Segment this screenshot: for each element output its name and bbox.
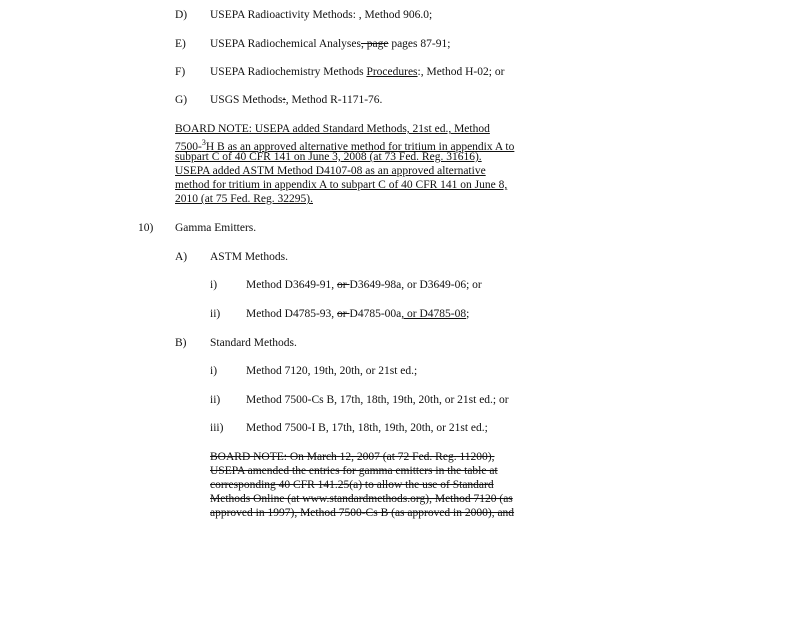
item-aii-text: Method D4785-93, or D4785-00a, or D4785-08;	[246, 308, 470, 320]
note1-line: BOARD NOTE: USEPA added Standard Methods, 21st ed., Method	[175, 123, 490, 135]
item-f-text: USEPA Radiochemistry Methods Procedures:, Method H-02; or	[210, 66, 505, 78]
item-aii-label: ii)	[210, 308, 221, 320]
note1-line: 2010 (at 75 Fed. Reg. 32295).	[175, 193, 313, 205]
item-biii-text: Method 7500-I B, 17th, 18th, 19th, 20th, or 21st ed.;	[246, 422, 488, 434]
item-bii-label: ii)	[210, 394, 221, 406]
item-d-text: USEPA Radioactivity Methods: , Method 906.0;	[210, 9, 433, 21]
item-d-label: D)	[175, 9, 188, 21]
item-e-text: USEPA Radiochemical Analyses, page pages 87-91;	[210, 38, 451, 50]
item-bii-text: Method 7500-Cs B, 17th, 18th, 19th, 20th, or 21st ed.; or	[246, 394, 509, 406]
item-ai-label: i)	[210, 279, 218, 291]
item-f-label: F)	[175, 66, 186, 78]
section-10-number: 10)	[138, 222, 154, 234]
item-a-text: ASTM Methods.	[210, 251, 288, 263]
item-a-label: A)	[175, 251, 188, 263]
note1-line: method for tritium in appendix A to subpart C of 40 CFR 141 on June 8,	[175, 179, 508, 191]
note1-line: USEPA added ASTM Method D4107-08 as an approved alternative	[175, 165, 486, 177]
item-e-label: E)	[175, 38, 186, 50]
item-g-text: USGS Methods:, Method R-1171-76.	[210, 94, 383, 106]
item-b-text: Standard Methods.	[210, 337, 297, 349]
item-g-label: G)	[175, 94, 188, 106]
section-10-title: Gamma Emitters.	[175, 222, 257, 234]
note1-line: subpart C of 40 CFR 141 on June 3, 2008 (at 73 Fed. Reg. 31616).	[175, 151, 482, 163]
item-biii-label: iii)	[210, 422, 224, 434]
note2-line: corresponding 40 CFR 141.25(a) to allow the use of Standard	[210, 479, 494, 491]
item-b-label: B)	[175, 337, 187, 349]
note2-line: approved in 1997), Method 7500-Cs B (as approved in 2000), and	[210, 507, 515, 519]
item-ai-text: Method D3649-91, or D3649-98a, or D3649-06; or	[246, 279, 482, 291]
note2-line: BOARD NOTE: On March 12, 2007 (at 72 Fed. Reg. 11200),	[210, 451, 495, 463]
item-bi-text: Method 7120, 19th, 20th, or 21st ed.;	[246, 365, 418, 377]
item-bi-label: i)	[210, 365, 218, 377]
note2-line: Methods Online (at www.standardmethods.org), Method 7120 (as	[210, 493, 513, 505]
note1-line: 7500-$^3$H B as an approved alternative method for tritium in appendix A to	[175, 138, 515, 153]
note2-line: USEPA amended the entries for gamma emitters in the table at	[210, 465, 498, 477]
